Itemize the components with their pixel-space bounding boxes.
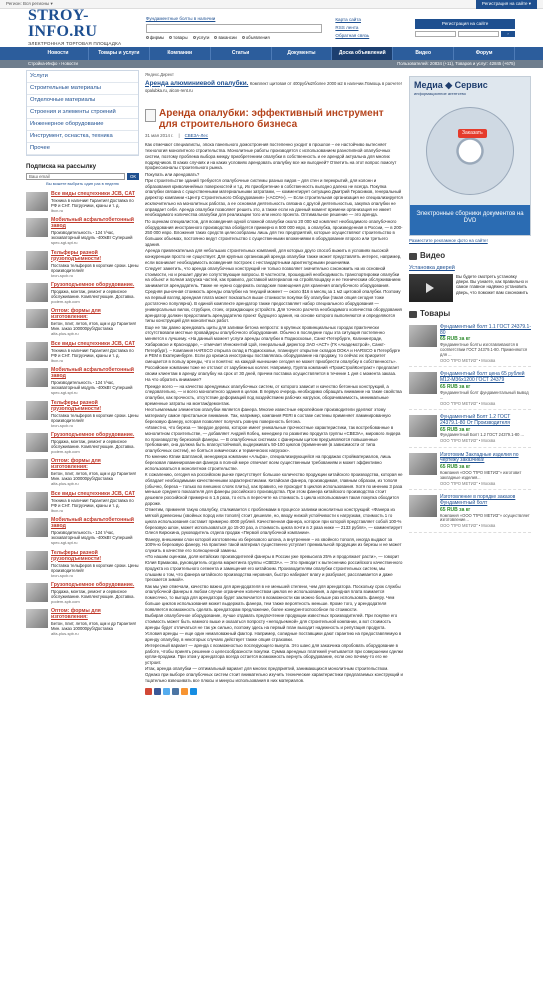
article-paragraph: Как отмечают специалисты, эпоха панельного домостроения постепенно уходит в прошлое – ее настойчиво вытесняет технология монолитного строительства. Монолитные работы производятся с использованием разнотипной опалубочных систем, поэтому проблема выбора между приобретением опалубки в собственность и ее арендой актуальна для многих подрядчиков. В каких случаях и на каких условиях арендовать опалубку все же выгодней? Ответить на этот вопрос помогут профессионалы строительного рынка. (145, 142, 397, 171)
product-image[interactable] (409, 495, 437, 517)
product-price: 65 RUB за кг (440, 464, 471, 471)
category-item[interactable]: Отделочные материалы (27, 95, 138, 107)
nav-articles[interactable]: Статьи (211, 47, 272, 60)
ad-image[interactable] (26, 309, 48, 328)
product-description: Фундаментные болты изготавливаются в соответствии ГОСТ 24379.1-80. Применяются для ... (440, 342, 528, 358)
ad-url[interactable]: alfa-plus-spb.ru (51, 631, 79, 637)
ad-title[interactable]: Грузоподъемное оборудование. (51, 431, 135, 438)
direct-ad-url[interactable]: opalubka.ru, alcon-rent.ru (145, 88, 193, 94)
ad-image[interactable] (26, 192, 48, 211)
article-paragraph: Интересный вариант — аренда с возможностью последующего выкупа. Это шанс для заказчика опробовать оборудование в работе, чтобы принять решение о целесообразности покупки. Сумма арендных платежей учитывается при совершении сделки купли-продажи. При этом у арендатора всегда остается возможность вернуть оборудование, если оно почему-то его не устроит. (145, 642, 403, 666)
products-section-title: Товары (409, 309, 531, 320)
article-paragraph: Еще не так давно арендовать щиты для заливки бетона непросто: в крупных провинциальных городах практически отсутствовали местные провайдеры опалубочного оборудования. Обычно в последние годы эта ситуация постепенно меняется к лучшему. «На данный момент услуги аренды опалубки в Подмосковье, Санкт-Петербурге, Калининграде, Хабаровске и Краснодаре, – отмечает Иннокентий Цой, генеральный директор ЗАО «АСТ» (ГК «Академстрой», Санкт-Петербург). – Компания HARSCO открыла склад в Подмосковье, планирует открытие складов DOKA и HARSCO в Петербурге и РЕМ в Екатеринбурге. Если до кризиса иностранцы поставлялась оборудование на продажу, то сейчас их приоритет смещается в пользу аренды, что и понятно: на каждой нынешние сегодня не может приобрести опалубку в собственность». (145, 324, 401, 365)
ad-item[interactable] (26, 551, 139, 578)
region-selector[interactable]: Регион: Вся регионы ▾ (6, 0, 53, 6)
ad-item[interactable] (26, 342, 139, 363)
direct-ad[interactable] (145, 80, 403, 94)
ad-text: Продажа, монтаж, ремонт и сервисное обслуживание. Комплектующие. Доставка. (51, 288, 135, 299)
video-section-title: Видео (409, 251, 531, 262)
ad-text: Производительность - 124 т/час, экскаваторный модуль -400кВт Супершнй (51, 380, 133, 391)
ad-image[interactable] (26, 251, 48, 270)
search-options (146, 35, 326, 41)
product-list (409, 325, 531, 533)
product-item[interactable] (409, 372, 531, 410)
product-description: Фундаментный Болт 1.2 ГОСТ 24379.1-80 ... (440, 432, 524, 438)
article-date: 31 мая 2014 г. (145, 133, 174, 139)
product-company[interactable]: ООО "ПРО МЕТИЗ" • Москва (440, 357, 496, 363)
nav-board[interactable]: Доска объявлений (332, 47, 393, 60)
product-image[interactable] (409, 415, 437, 437)
ad-image[interactable] (26, 609, 48, 628)
video-description: Вы будете смотреть установку двери. Вы узнаете, как правильно и самое главное надёжно установить дверь, что поможет вам сэкономить (456, 274, 528, 295)
article-paragraph: Итак, аренда опалубки — оптимальный вариант для многих предприятий, занимающихся монолитным строительством. Однако при выборе опалубочных систем стоит внимательно изучить технические характеристики предлагаемых конструкций и тщательно взвешивать все плюсы и минусы использования в них материалов. (145, 666, 403, 683)
ad-text: Продажа, монтаж, ремонт и сервисное обслуживание. Комплектующие. Доставка. (51, 438, 135, 449)
breadcrumb-path[interactable]: Стройка-Инфо › Новости (28, 61, 78, 67)
ad-item[interactable] (26, 218, 139, 245)
ad-text: Бетон, плит, летов, ятов, щм и др Гарантия! Мин. заказ 100000руб!Доставка (51, 621, 136, 632)
category-item[interactable]: Инструмент, оснастка, техника (27, 131, 138, 143)
password-field[interactable] (458, 31, 499, 37)
ad-title[interactable]: Оптом: формы для изготовления: (51, 458, 101, 471)
article-paragraph: При строительстве зданий требуются опалубочные системы разных видов – для стен и перекрытий, для колонн и образования криволинейных поверхностей и т.д. Их приобретение в собственность выгодно далеко не всегда. Покупка опалубки связана с существенными материальными затратами, — комментирует ситуацию Дмитрий Герасимов, генеральный директор компании «Центр Строительного Оборудования» («АСОЧ»). — Если строительная организация не специализируется исключительно на монолитных работах, а ее основная деятельность связана с другой деятельностью, закупка опалубки не оправдает себя. Аренда опалубки позволяет решить это, а также если на данный момент времени организация не имеет необходимого количества опалубки для реализации того или иного проекта. Оптимальное решение — это аренда. (145, 177, 403, 218)
ad-text: Поставка тельферов в короткие сроки. Цены производителей! (51, 562, 139, 573)
ad-item[interactable] (26, 192, 139, 213)
article-paragraph: Российские компании тоже не отстают от зарубежных коллег. Например, Группа компаний «ПромСтройКонтракт» предлагает своим клиентам в аренду опалубку на срок от 30 дней, причем поставка осуществляется в течение 1 дня с момента заказа. (145, 365, 400, 377)
ad-title[interactable]: Грузоподъемное оборудование. (51, 281, 135, 288)
nav-goods[interactable]: Товары и услуги (89, 47, 150, 60)
search-option[interactable]: товары (169, 35, 187, 41)
ad-list (26, 192, 139, 637)
ad-text: Бетон, плит, летов, ятов, щм и др Гарантия! Мин. заказ 100000руб!Доставка (51, 471, 136, 482)
ad-item[interactable] (26, 492, 139, 513)
subscribe-button[interactable]: ОК (127, 173, 139, 180)
banner-place-link[interactable]: Разместите рекламное фото на сайте! (409, 238, 488, 243)
banner-title: Медиа ◆ Сервис (414, 80, 488, 90)
ad-url[interactable]: spec-sgt-spt.ru (51, 390, 78, 396)
article-source[interactable]: СВЕЗА-Лес (184, 133, 209, 139)
ad-url[interactable]: spec-sgt-spt.ru (51, 240, 78, 246)
ad-text: Бетон, плит, летов, ятов, щм и др Гарантия! Мин. заказ 100000руб!Доставка (51, 321, 136, 332)
article-paragraph: Как мы уже отмечали, качество важно для арендодателя в не меньшей степени, чем для арендатора. Поскольку срок службы опалубочной фанеры в любом случае ограничен количеством циклов ее использования, а арендная плата взимается помесячно, то выгода для арендатора будет заключается в возможности как можно больше раз использовать фанеру. Чем больше циклов использования может выдержать фанера, тем также вероятность меньше. Кроме того, у арендодателя появляется возможность сделать арендаторам предложение, более конкурентоспособное по стоимости. (145, 583, 401, 612)
category-item[interactable]: Строения и элементы строений (27, 107, 138, 119)
video-icon (409, 253, 417, 260)
product-company[interactable]: ООО "ПРО МЕТИЗ" • Москва (440, 438, 496, 444)
ad-url[interactable]: alfa-plus-spb.ru (51, 331, 79, 337)
banner-order-button[interactable]: Заказать (458, 129, 487, 138)
article-paragraph: «Известно, что береза — твердое дерево, которое имеет уникальные прочностные характеристики, так востребованные в монолитном строительстве, — добавляет Андрей Кобец, менеджер по развитию продукта группы «СВЕЗА», мирового лидера по производству березовой фанеры. — В опалубочных системах с фанерным щитом предъявляются повышенные требования, она должна быть влагоустойчивой, выдерживать 50-100 циклов (применения (в зависимости от типа опалубочных систем), не бояться химических и термических нагрузок». (145, 425, 401, 454)
product-description: Компания «ООО "ПРО МЕТИЗ"» осуществляет изготовление... (440, 512, 530, 523)
product-title[interactable]: Изготовление в порядке заказов Фундаментный болт (440, 494, 516, 507)
ad-item[interactable] (26, 251, 139, 278)
article-paragraph: Выбирая опалубочное оборудование, лучше отдавать предпочтение продукции известных производителей. При покупке его стоимость может быть намного выше и оказаться попросту «неподъемной» для строительной компании, а вот стоимость аренды будет отличаться не так уж сильно, поэтому здесь на первый план выходит надежность и репутация продукта. (145, 613, 398, 630)
top-register-link[interactable]: Регистрация на сайте ▾ (476, 0, 537, 9)
ad-title[interactable]: Все виды спецтехники JCB, CAT (51, 490, 135, 497)
login-button[interactable]: › (501, 31, 515, 37)
ad-item[interactable] (26, 401, 139, 428)
nav-video[interactable]: Видео (393, 47, 454, 60)
article-paragraph: Условия аренды — еще один немаловажный фактор. Например, солидные поставщики дают гарантию на предоставляемую в аренду опалубку, в некоторых случаях действует также опция страховки. (145, 630, 402, 642)
product-title[interactable]: Фундаментный Болт 1.2 ГОСТ 24379.1-80 От Производителя (440, 414, 511, 426)
ad-text: Поставка тельферов в короткие сроки. Цены производителей! (51, 412, 139, 423)
ad-image[interactable] (26, 459, 48, 478)
mailru-icon[interactable] (190, 688, 197, 695)
login-row (415, 31, 515, 37)
product-title[interactable]: Фундаментный болт цена 65 рублей М12-М36х1200 ГОСТ 24379 (440, 371, 525, 384)
ad-url[interactable]: lbcn.ru (51, 207, 64, 213)
ad-image[interactable] (26, 433, 48, 452)
product-title[interactable]: Фундаментный болт 1.1 ГОСТ 24379.1-80 (440, 323, 531, 336)
product-title[interactable]: Изготовим Закладные изделия по чертежу заказчика! (440, 451, 519, 464)
video-item (409, 274, 531, 302)
article-paragraph: Следует заметить, что аренда опалубочных конструкций не только позволяет значительно сэкономить на их основной стоимости, но и решает другие сопутствующие вопросы. В частности, прошедшей необходимость транспортировки опалубки на объект и полная загрузка частей, как правило, доставкой материалов на стройплощадку и ее техническим обслуживанием занимается арендодатель. Также не нужно содержать складские помещения для хранения опалубочного оборудования. (145, 265, 401, 289)
article-paragraph: Фанеру, внешними слои которой изготовлены из березового шпона, а внутренние – из хвойного тополя, иногда выдают за 100%-ю березовую фанеру. На практике такой материал существенно уступает премиальной продукции из березы и не может служить в качестве его полноценной замены. (145, 536, 402, 554)
ad-title[interactable]: Мобильный асфальтобетонный завод (51, 367, 134, 380)
product-item[interactable] (409, 495, 531, 533)
nav-news[interactable]: Новости (28, 47, 89, 60)
ad-title[interactable]: Все виды спецтехники JCB, CAT (51, 340, 135, 347)
article-column (145, 68, 403, 695)
product-description: Фундаментный болт фундаментальный вывод ... (440, 389, 529, 400)
article-paragraph: Неотъемлемым элементом опалубки является фанера. Многие известные европейские производители уделяют этому материалу самое пристальное внимание. Так, например, компания PERI в составе системы применяет ламинированную березовую фанеру, которая позволяет получать ровную поверхность бетона. (145, 407, 391, 424)
product-price: 65 RUB за кг (440, 383, 471, 390)
breadcrumb (0, 60, 543, 68)
product-item[interactable] (409, 453, 531, 491)
article-paragraph: Отметим, применяя такую опалубку, сталкивается с проблемами в процессе заливки монолитных конструкций: «Фанера из мягкой древесины (хвойных пород или тополя) стоит дешевле, но, вводу низкой устойчивости к нагрузкам, стоимость 1 го цикла использования составит примерно 4000 рублей. Качественная фанера, которое при которой представляет собой 100-% березовую шпон, может использоваться до 15-20 раз, а стоимость цикла почти в 2 раза ниже — 2133 рубля», — комментирует Олеся Кирюхина, руководитель отдела продаж «Первой опалубочной компании». (145, 507, 403, 536)
category-item[interactable]: Прочее (27, 143, 138, 155)
banner-subtitle: информационное агентство (414, 91, 466, 96)
video-thumbnail[interactable] (409, 274, 453, 302)
ad-item[interactable] (26, 283, 139, 304)
article-meta: 31 мая 2014 г. | СВЕЗА-Лес (145, 133, 209, 139)
ad-title[interactable]: Мобильный асфальтобетонный завод (51, 517, 134, 530)
product-image[interactable] (409, 325, 437, 347)
products-icon (409, 311, 417, 318)
ad-item[interactable] (26, 368, 139, 395)
subscribe-form (26, 173, 139, 180)
nav-documents[interactable]: Документы (272, 47, 333, 60)
article-title: Аренда опалубки: эффективный инструмент для строительного бизнеса (159, 107, 384, 131)
ad-image[interactable] (26, 368, 48, 387)
ad-item[interactable] (26, 583, 139, 604)
product-price: 65 RUB за кг (440, 426, 471, 433)
ad-image[interactable] (26, 518, 48, 537)
article-paragraph: Средняя рыночная стоимость аренды опалубки на текущий момент — около $16 в месяц за 1 м2 щитовой опалубки. Поэтому на первый взгляд арендная плата может показаться выше стоимости покупки б/у опалубки (такая опция сегодня тоже достаточно популярна). В единой комплекте арендатор также предоставляет набор специального оборудования — универсальных вилок, струбцин, стоек, ограждающих устройств. Для точного расчета необходимого количества оборудования арендатор должен предоставить арендодателю проект будущего здания, на основе которого выполняются и определяются типы конструкций для монолитных работ. (145, 289, 402, 324)
ad-item[interactable] (26, 309, 139, 336)
ad-title[interactable]: Тельферы разной грузоподъемности! (51, 399, 102, 412)
ad-image[interactable] (26, 583, 48, 602)
login-block (415, 19, 515, 37)
ad-text: Производительность - 124 т/час, экскаваторный модуль -400кВт Супершнй (51, 530, 133, 541)
site-logo[interactable] (28, 8, 136, 47)
gplus-icon[interactable] (145, 688, 152, 695)
article-paragraph: Прежде всего — на качество арендуемых опалубочных систем, от которого зависит и качество бетонных конструкций, а следовательно, — и всего монолитного здания в целом. В первую очередь необходимо обращать внимание на такие свойства опалубки, как прочность, отсутствие деформаций под воздействием рабочих нагрузок, оборачиваемость, минимальные временные затраты на монтаж/демонтаж. (145, 383, 402, 406)
article-header (145, 108, 403, 130)
direct-label: Яндекс.Директ (145, 72, 174, 77)
ad-image[interactable] (26, 283, 48, 302)
product-company[interactable]: ООО "ПРО МЕТИЗ" • Москва (440, 480, 496, 486)
odnoklassniki-icon[interactable] (181, 688, 188, 695)
search-option[interactable]: услуги (193, 35, 210, 41)
search-option[interactable]: вакансии (214, 35, 236, 41)
ad-title[interactable]: Грузоподъемное оборудование. (51, 581, 135, 588)
ad-item[interactable] (26, 433, 139, 454)
article-paragraph: По оценкам специалистов, для возведения одной сложной опалубки около 20 000 м2 комплект необходимого опалубочного оборудования иностранного производства обойдется примерно в 500 000 евро, а опалубка, произведенная в России, — в 200-250 000 евро. Вложения таких средств целесообразны лишь для тех предприятий, которые осуществляют строительство в больших объемах, постоянно ведут строительство с существенными вложениями в оборудование второго или третьего здания. (145, 218, 403, 247)
product-item[interactable] (409, 415, 531, 448)
content-columns (0, 68, 543, 695)
ad-image[interactable] (26, 492, 48, 511)
site-header (0, 9, 543, 47)
dvd-disc-icon (426, 107, 514, 195)
ad-title[interactable]: Оптом: формы для изготовления: (51, 308, 101, 321)
sitemap-link[interactable]: Карта сайта (335, 17, 361, 23)
article-paragraph: Покупать или арендовать? (145, 171, 200, 177)
direct-ad-text: Комплект щитовая от 400руб/м2!более 2000 м2 в наличии.Помощь в расчете! (249, 80, 402, 86)
ad-url[interactable]: krcn-spcb.ru (51, 422, 74, 428)
media-service-banner[interactable] (409, 76, 531, 236)
login-field[interactable] (415, 31, 456, 37)
ad-url[interactable]: krcn-spcb.ru (51, 572, 74, 578)
video-title[interactable]: Установка дверей (409, 264, 455, 271)
ad-url[interactable]: lbcn.ru (51, 507, 64, 513)
site-stats: Пользователей: 20834 (+11), Товаров и услуг: 42845 (+675) (397, 61, 515, 67)
product-company[interactable]: ООО "ПРО МЕТИЗ" • Москва (440, 400, 496, 406)
nav-forum[interactable]: Форум (454, 47, 515, 60)
ad-text: Поставка тельферов в короткие сроки. Цены производителей! (51, 262, 139, 273)
register-button[interactable]: Регистрация на сайте (415, 19, 515, 29)
ad-title[interactable]: Все виды спецтехники JCB, CAT (51, 190, 135, 197)
ad-image[interactable] (26, 401, 48, 420)
product-image[interactable] (409, 372, 437, 394)
search-input[interactable] (146, 24, 322, 33)
ad-title[interactable]: Тельферы разной грузоподъемности! (51, 249, 102, 262)
ad-url[interactable]: spec-sgt-spt.ru (51, 540, 78, 546)
article-paragraph: К сожалению, сегодня на российском рынке присутствует большое количество продукции китайского производства, которая не обладает необходимыми качественными характеристиками. Китайская фанера, производимая, главным образом, из тополя (обычно, береза – только во внешних слоях плиты), как правило, не проходит 5 циклов использования. Хотя по мнению 3 раза меньше среднего показателя для фанеры российского производства. При этом фанера китайского производства стоит дешевле российской примерно в 1,6 раза, то есть в пересчете на стоимость 1 цикла использования такая покупка обходится дороже. (145, 472, 403, 506)
category-item[interactable]: Услуги (27, 71, 138, 83)
product-image[interactable] (409, 453, 437, 475)
ad-text: Техника в наличии! Гарантия! Доставка по РФ и СНГ. Погрузчики, краны и т. д. (51, 497, 134, 508)
ad-title[interactable]: Тельферы разной грузоподъемности! (51, 549, 102, 562)
banner-bottom-text: Электронные сборники документов на DVD (410, 205, 530, 235)
subscribe-email-input[interactable]: Ваш email (26, 173, 125, 180)
article-paragraph: Аренда привлекательна для небольших строительных компаний, для которых друго способ выжить в условиях высокой конкуренции просто не существует. Для крупных организаций аренда опалубки также может представлять интерес, например, если возникает необходимость возведения построек с нестандартными архитектурными решениями. (145, 248, 402, 265)
header-promo-link[interactable]: Фундаментные болты в наличии (145, 15, 216, 21)
category-item[interactable]: Строительные материалы (27, 83, 138, 95)
logo-subtitle: ЭЛЕКТРОННАЯ ТОРГОВАЯ ПЛОЩАДКА (28, 41, 122, 47)
ad-item[interactable] (26, 459, 139, 486)
ad-item[interactable] (26, 609, 139, 636)
ad-title[interactable]: Мобильный асфальтобетонный завод (51, 217, 134, 230)
left-sidebar (26, 68, 139, 695)
share-buttons (145, 688, 403, 695)
product-description: Компания «ООО "ПРО МЕТИЗ"» изготовит закладные изделия... (440, 469, 522, 480)
ad-image[interactable] (26, 551, 48, 570)
ad-text: Продажа, монтаж, ремонт и сервисное обслуживание. Комплектующие. Доставка. (51, 588, 135, 599)
logo-text: STROY-INFO.RU (28, 7, 98, 41)
ad-url[interactable]: krcn-spcb.ru (51, 272, 74, 278)
twitter-icon[interactable] (163, 688, 170, 695)
article-paragraph: На что обратить внимание? (145, 377, 202, 383)
nav-companies[interactable]: Компании (150, 47, 211, 60)
product-item[interactable] (409, 325, 531, 367)
ad-text: Техника в наличии! Гарантия! Доставка по РФ и СНГ. Погрузчики, краны и т. д. (51, 347, 134, 358)
article-paragraph: «По нашим оценкам, доля китайских производителей фанеры в России уже превысила 25% и продолжает расти», — говорит Юлия Ермакова, руководитель отдела маркетинга группы «СВЕЗА». — Это приводит к вытеснению российского качественного продукта из строительного сегмента и замещения его китайским. Производителям опалубки строительных систем, мы слышим о том, что фанера китайского производства неровная, быстро набирает влагу и разбухает, расслаивается и даже трескается зимой». (145, 554, 403, 583)
main-nav (0, 47, 543, 60)
ad-url[interactable]: podem-spb.com (51, 449, 80, 454)
direct-ad-title[interactable]: Аренда алюминиевой опалубки. (145, 79, 249, 87)
ad-url[interactable]: lbcn.ru (51, 357, 64, 363)
product-price: 65 RUB за кг (440, 506, 471, 513)
search-option[interactable]: объявления (242, 35, 270, 41)
ad-image[interactable] (26, 342, 48, 361)
ad-title[interactable]: Оптом: формы для изготовления: (51, 608, 101, 621)
ad-url[interactable]: alfa-plus-spb.ru (51, 481, 79, 487)
facebook-icon[interactable] (154, 688, 161, 695)
ad-text: Производительность - 124 т/час, экскаваторный модуль -400кВт Супершнй (51, 230, 133, 241)
right-sidebar (409, 68, 531, 695)
ad-url[interactable]: podem-spb.com (51, 599, 80, 605)
subscribe-note: Вы можете выбрать один раз в неделю (46, 181, 119, 187)
header-links (335, 17, 405, 39)
search-block (146, 16, 326, 41)
product-price: 65 RUB за кг (440, 336, 471, 343)
article-body (145, 142, 403, 683)
ad-url[interactable]: podem-spb.com (51, 298, 80, 304)
category-menu (26, 70, 139, 156)
search-option[interactable]: фирмы (146, 35, 164, 41)
ad-item[interactable] (26, 518, 139, 545)
rss-link[interactable]: RSS лента (335, 24, 359, 30)
product-company[interactable]: ООО "ПРО МЕТИЗ" • Москва (440, 523, 496, 529)
subscribe-title: Подписка на рассылку (26, 163, 97, 170)
vk-icon[interactable] (172, 688, 179, 695)
ad-text: Техника в наличии! Гарантия! Доставка по РФ и СНГ. Погрузчики, краны и т. д. (51, 197, 134, 208)
document-icon (145, 109, 156, 122)
article-paragraph: По мнению Юлии Шатланой, менеджера компании «Альфа», специализирующейся на продажах стройматериалов, лишь березовая ламинированная фанера в полной мере отвечает всем существенным требованиям и может эффективно использоваться в монолитном строительстве. (145, 454, 392, 471)
category-item[interactable]: Инженерное оборудование (27, 119, 138, 131)
ad-image[interactable] (26, 218, 48, 237)
feedback-link[interactable]: Обратная связь (335, 32, 370, 38)
